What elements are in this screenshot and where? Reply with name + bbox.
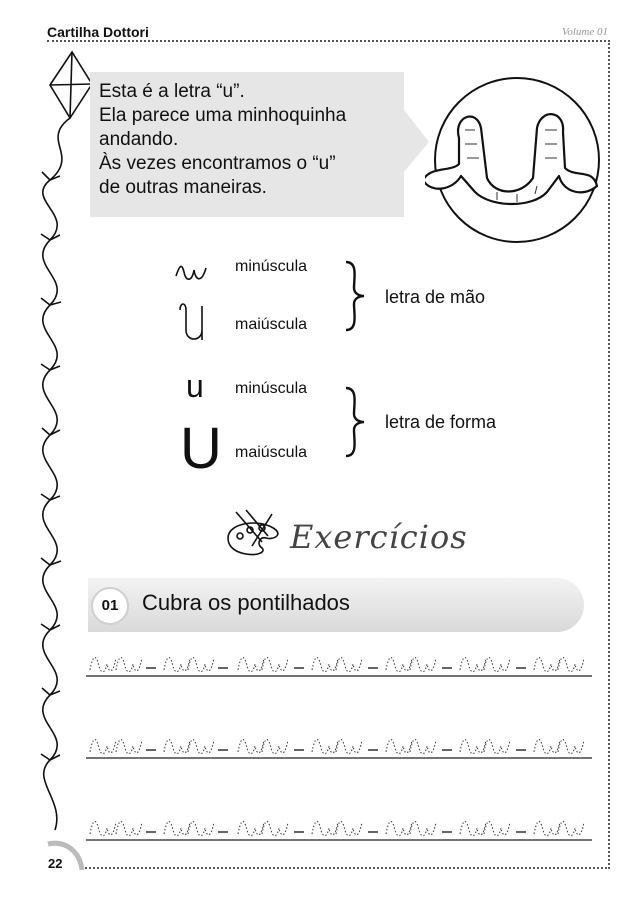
tracing-row [86,739,592,758]
page-number: 22 [48,856,63,871]
page-border-top [47,40,610,42]
print-uppercase-u: U [180,416,222,481]
intro-line: Ela parece uma minhoquinha [99,105,347,126]
intro-line: Esta é a letra “u”. [99,81,245,102]
intro-line: Às vezes encontramos o “u” [99,153,336,174]
worm-letter-illustration [425,68,610,248]
volume-label: Volume 01 [561,26,608,38]
cursive-brace [340,258,370,334]
print-brace [340,384,370,460]
tracing-area [86,650,596,850]
tracing-row [86,657,592,676]
cursive-lowercase-u [172,256,212,286]
tracing-row [86,821,592,840]
intro-line: de outras maneiras. [99,177,267,198]
cursive-upper-label: maiúscula [235,316,308,333]
intro-line: andando. [99,129,179,150]
exercises-title: Exercícios [290,518,468,556]
exercise-instruction: Cubra os pontilhados [142,590,350,615]
print-group-label: letra de forma [385,412,497,432]
print-lower-label: minúscula [235,380,308,397]
page-border-bottom [82,867,610,869]
print-lowercase-u: u [186,368,204,404]
intro-text [99,80,346,200]
cursive-uppercase-u [174,300,214,344]
palette-icon [222,508,286,558]
exercise-number-badge: 01 [91,587,129,625]
print-upper-label: maiúscula [235,444,308,461]
book-title: Cartilha Dottori [47,24,149,40]
cursive-lower-label: minúscula [235,258,308,275]
cursive-group-label: letra de mão [385,287,486,307]
